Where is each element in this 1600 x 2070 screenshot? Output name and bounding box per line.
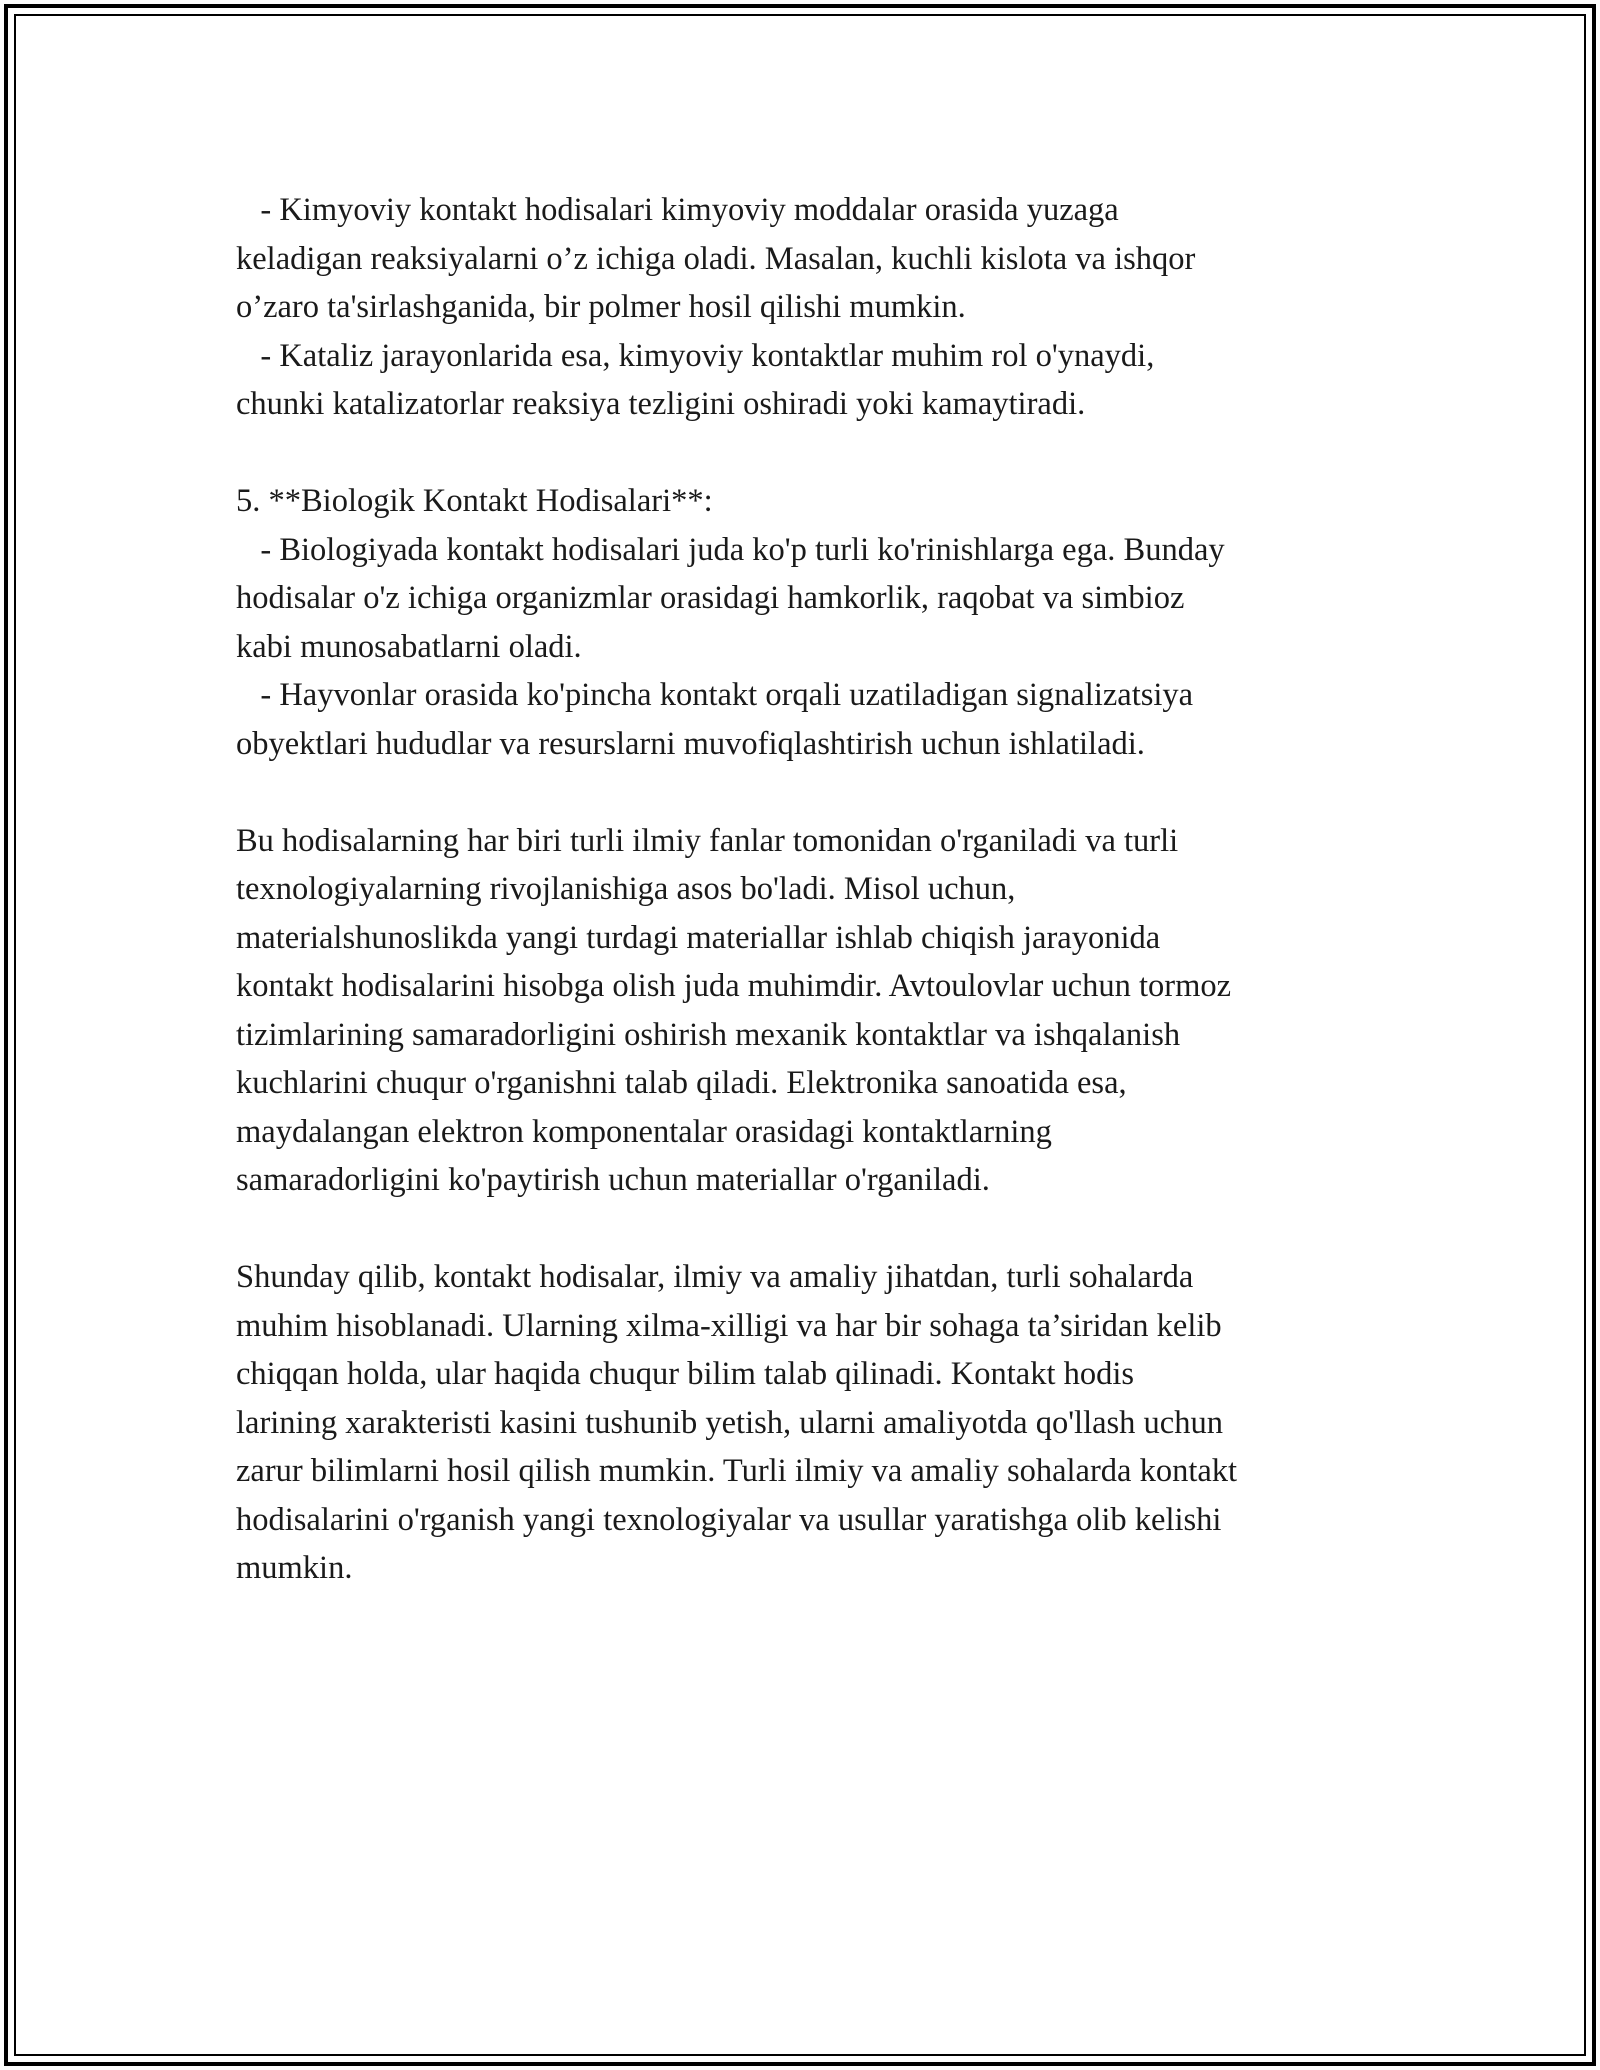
text-line: - Kimyoviy kontakt hodisalari kimyoviy moddalar orasida yuzaga <box>236 192 1119 228</box>
paragraph-spacer <box>236 429 1386 478</box>
document-body <box>236 186 1386 1593</box>
text-line: maydalangan elektron komponentalar orasidagi kontaktlarning <box>236 1113 1052 1150</box>
text-line: o’zaro ta'sirlashganida, bir polmer hosil qilishi mumkin. <box>236 289 966 325</box>
text-line: obyektlari hududlar va resurslarni muvofiqlashtirish uchun ishlatiladi. <box>236 725 1145 762</box>
text-line: chunki katalizatorlar reaksiya tezligini oshiradi yoki kamaytiradi. <box>236 386 1086 422</box>
text-line: kabi munosabatlarni oladi. <box>236 628 582 665</box>
text-line: mumkin. <box>236 1550 353 1586</box>
text-line: chiqqan holda, ular haqida chuqur bilim talab qilinadi. Kontakt hodis <box>236 1356 1135 1392</box>
paragraph-biological-contact <box>236 477 1386 768</box>
paragraph-spacer <box>236 768 1386 817</box>
text-line: hodisalar o'z ichiga organizmlar orasidagi hamkorlik, raqobat va simbioz <box>236 580 1185 616</box>
text-line: - Hayvonlar orasida ko'pincha kontakt orqali uzatiladigan signalizatsiya <box>236 677 1194 713</box>
paragraph-applications <box>236 817 1386 1205</box>
text-line: keladigan reaksiyalarni o’z ichiga oladi. Masalan, kuchli kislota va ishqor <box>236 240 1196 277</box>
text-line: - Biologiyada kontakt hodisalari juda ko'p turli ko'rinishlarga ega. Bunday <box>236 531 1225 568</box>
text-line: texnologiyalarning rivojlanishiga asos bo'ladi. Misol uchun, <box>236 871 1016 907</box>
paragraph-chemical-contact <box>236 186 1386 429</box>
text-line: kontakt hodisalarini hisobga olish juda muhimdir. Avtoulovlar uchun tormoz <box>236 968 1232 1004</box>
text-line: zarur bilimlarni hosil qilish mumkin. Turli ilmiy va amaliy sohalarda kontakt <box>236 1453 1238 1489</box>
section-heading: 5. **Biologik Kontakt Hodisalari**: <box>236 483 713 519</box>
text-line: samaradorligini ko'paytirish uchun materiallar o'rganiladi. <box>236 1162 990 1198</box>
paragraph-conclusion <box>236 1253 1386 1593</box>
text-line: - Kataliz jarayonlarida esa, kimyoviy kontaktlar muhim rol o'ynaydi, <box>236 337 1155 374</box>
text-line: kuchlarini chuqur o'rganishni talab qiladi. Elektronika sanoatida esa, <box>236 1065 1127 1101</box>
text-line: materialshunoslikda yangi turdagi materiallar ishlab chiqish jarayonida <box>236 919 1161 956</box>
text-line: Bu hodisalarning har biri turli ilmiy fanlar tomonidan o'rganiladi va turli <box>236 822 1179 859</box>
text-line: hodisalarini o'rganish yangi texnologiyalar va usullar yaratishga olib kelishi <box>236 1501 1222 1538</box>
text-line: tizimlarining samaradorligini oshirish mexanik kontaktlar va ishqalanish <box>236 1016 1181 1053</box>
text-line: larining xarakteristi kasini tushunib yetish, ularni amaliyotda qo'llash uchun <box>236 1404 1223 1441</box>
text-line: muhim hisoblanadi. Ularning xilma-xilligi va har bir sohaga ta’siridan kelib <box>236 1307 1222 1344</box>
text-line: Shunday qilib, kontakt hodisalar, ilmiy va amaliy jihatdan, turli sohalarda <box>236 1259 1194 1295</box>
paragraph-spacer <box>236 1205 1386 1254</box>
